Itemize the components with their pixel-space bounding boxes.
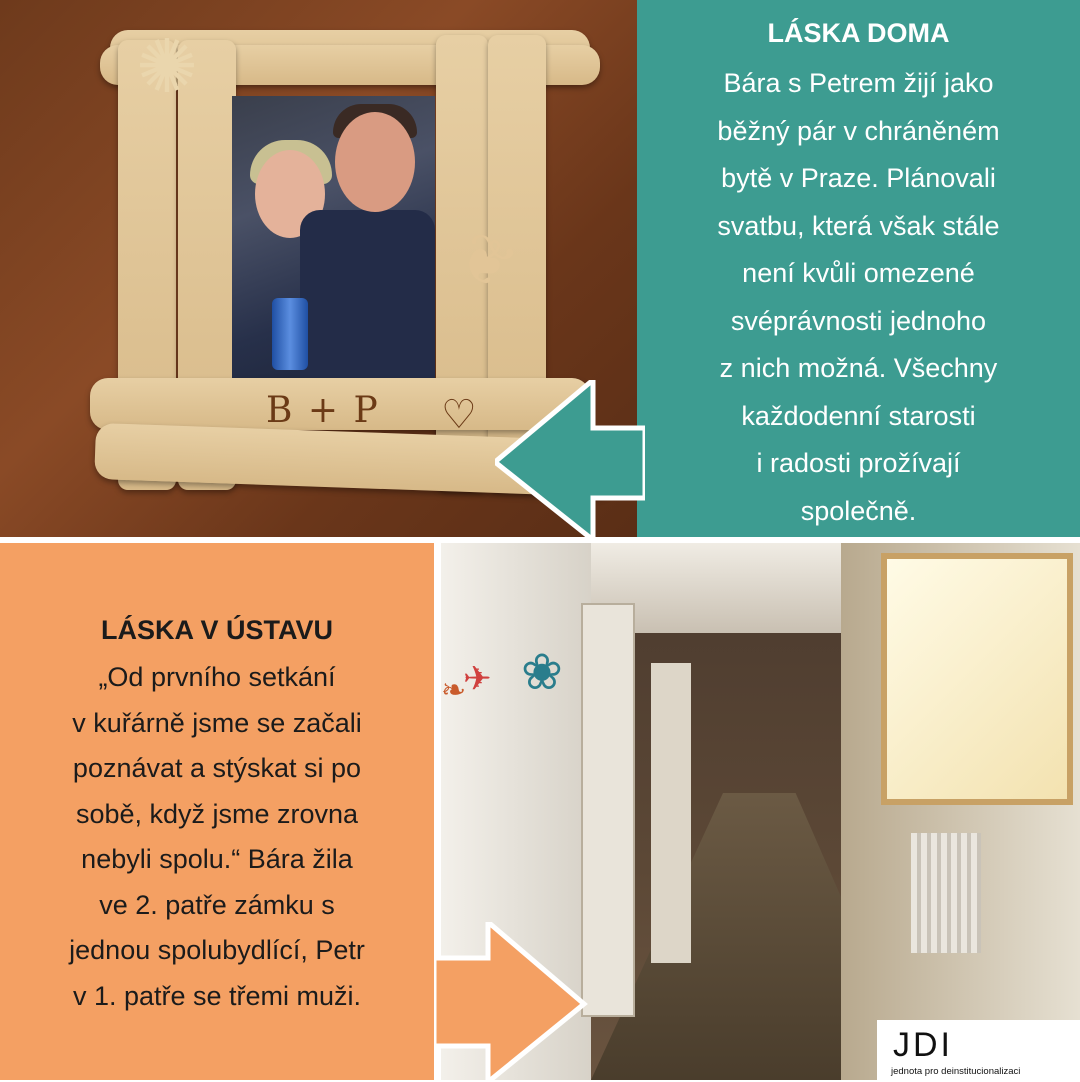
logo-mark: JDI [893,1026,953,1064]
radiator [911,833,981,953]
text-line: nebyli spolu.“ Bára žila [81,844,353,874]
text-line: běžný pár v chráněném [717,115,1000,146]
hallway-door [651,663,691,963]
bird-icon: ✈ [463,659,492,699]
text-line: společně. [800,495,917,526]
institution-love-text [10,655,424,1019]
text-line: sobě, když jsme zrovna [75,798,359,829]
text-line: v 1. patře se třemi muži. [72,980,362,1011]
flower-icon: ✺ [135,24,198,110]
text-line: ve 2. patře zámku s [99,889,335,920]
text-line: není kvůli omezené [742,258,975,288]
text-line: poznávat a stýskat si po [72,753,362,783]
leaf-icon: ❦ [444,216,528,308]
text-line: každodenní starosti [741,400,976,431]
text-line: Bára s Petrem žijí jako [723,68,994,98]
photo-figure [335,112,415,212]
beer-can [272,298,308,370]
logo-subtitle: jednota pro deinstitucionalizaci [891,1066,1021,1077]
text-line: bytě v Praze. Plánovali [721,163,996,193]
text-line: z nich možná. Všechny [719,353,998,383]
text-line: i radosti prožívají [756,448,961,478]
text-line: v kuřárně jsme se začali [72,707,362,738]
arrow-left-icon [495,380,645,540]
jdi-logo [877,1020,1080,1080]
text-line: svatbu, která však stále [717,210,1000,241]
tree-decoration-icon: ❀ [521,643,563,701]
butterfly-icon: ❧ [441,673,467,708]
carved-heart-icon: ♡ [441,392,477,438]
carved-initials: B + P [266,390,380,431]
home-love-text [657,60,1060,535]
text-line: jednou spolubydlící, Petr [69,935,365,965]
text-line: svéprávnosti jednoho [730,305,987,336]
arrow-right-icon [434,922,594,1082]
institution-love-title: LÁSKA V ÚSTAVU [100,615,333,645]
photo-figure [300,210,435,380]
text-line: „Od prvního setkání [98,662,336,692]
hallway-window [881,553,1073,805]
home-love-panel [637,0,1080,540]
institution-love-panel [0,543,434,1080]
home-love-title: LÁSKA DOMA [767,18,950,48]
